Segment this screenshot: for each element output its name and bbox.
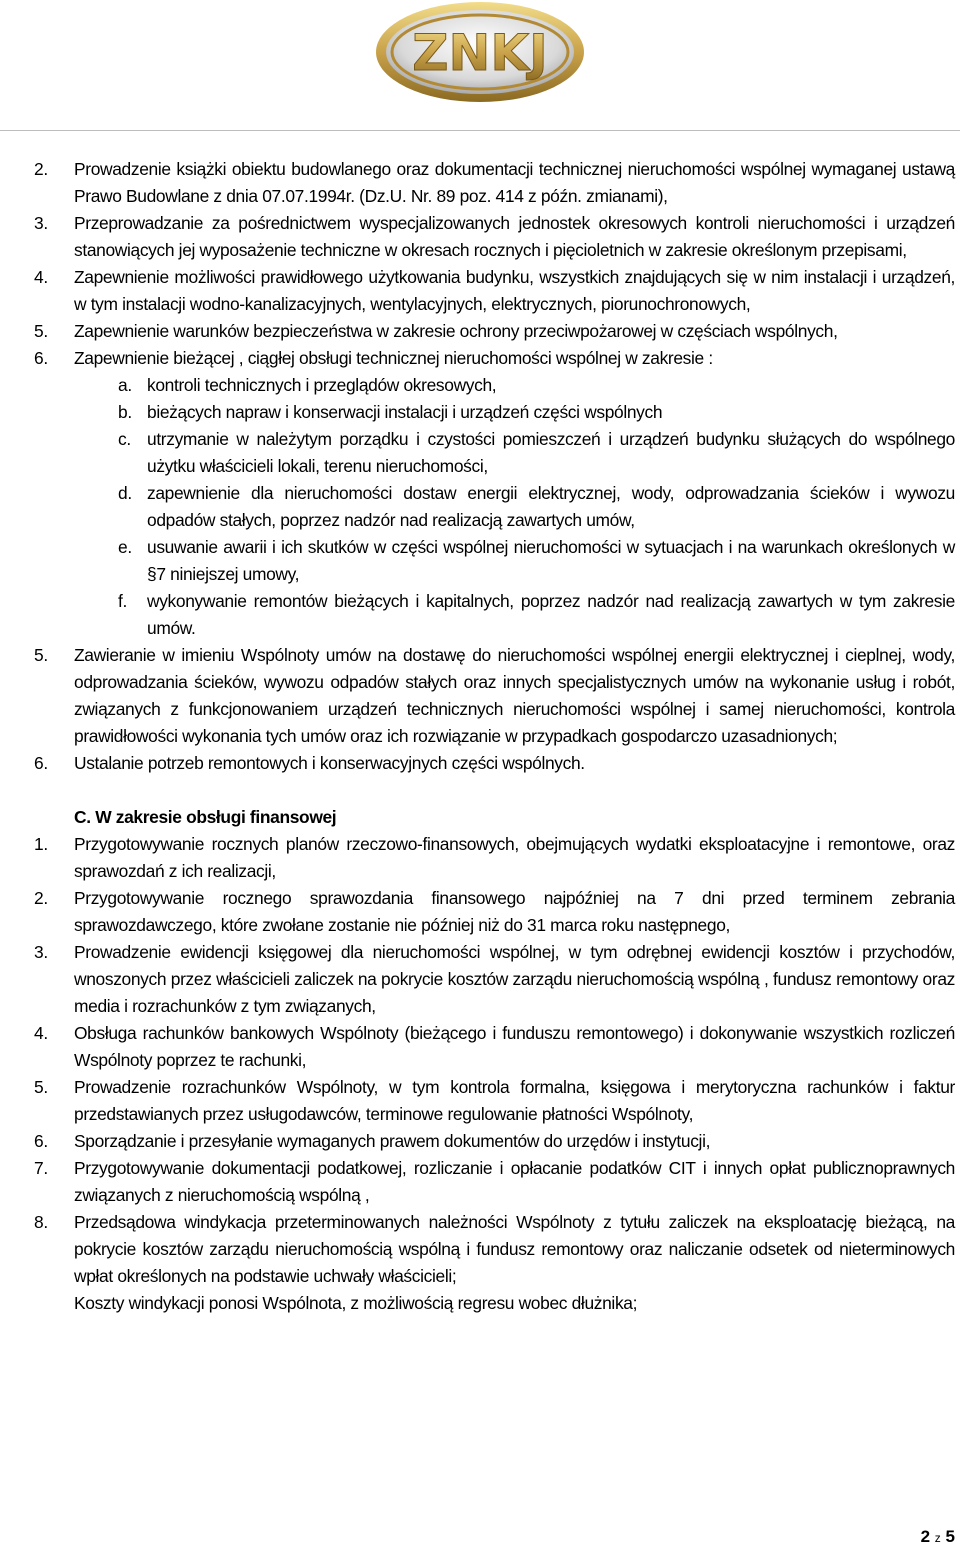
list-item: 6. Zapewnienie bieżącej , ciągłej obsługi technicznej nieruchomości wspólnej w zakresie : xyxy=(34,348,713,368)
section-title: W zakresie obsługi finansowej xyxy=(95,807,337,827)
sub-list-item: c. utrzymanie w należytym porządku i czystości pomieszczeń i urządzeń budynku służących do wspólnego użytku właścicieli lokali, terenu nieruchomości, xyxy=(118,429,955,476)
list-item: 2. Przygotowywanie rocznego sprawozdania finansowego najpóźniej na 7 dni przed terminem zebrania sprawozdawczego, które zwołane zostanie nie później niż do 31 marca roku następnego, xyxy=(34,888,955,935)
section-c-list xyxy=(34,831,955,1290)
list-item: 6. Ustalanie potrzeb remontowych i konserwacyjnych części wspólnych. xyxy=(34,753,585,773)
logo-text: ZNKJ xyxy=(412,24,548,82)
list-item: 5. Prowadzenie rozrachunków Wspólnoty, w tym kontrola formalna, księgowa i merytoryczna rachunków i faktur przedstawianych przez usługodawców, terminowe regulowanie płatności Wspólnoty, xyxy=(34,1077,955,1124)
list-item: 2. Prowadzenie książki obiektu budowlanego oraz dokumentacji technicznej nieruchomości wspólnej wymaganej ustawą Prawo Budowlane z dnia 07.07.1994r. (Dz.U. Nr. 89 poz. 414 z późn. zmianami), xyxy=(34,159,955,206)
list-item: 5. Zapewnienie warunków bezpieczeństwa w zakresie ochrony przeciwpożarowej w częściach wspólnych, xyxy=(34,321,838,341)
list-item: 8. Przedsądowa windykacja przeterminowanych należności Wspólnoty z tytułu zaliczek na eksploatację bieżącą, na pokrycie kosztów zarządu nieruchomością wspólną i fundusz remontowy oraz naliczanie odsetek od nieterminowych wpłat określonych na podstawie uchwały właścicieli; xyxy=(34,1212,955,1286)
sub-list-item: f. wykonywanie remontów bieżących i kapitalnych, poprzez nadzór nad realizacją zawartych w tym zakresie umów. xyxy=(118,591,955,638)
section-c-heading xyxy=(34,804,955,831)
page-number: 2 z 5 xyxy=(920,1527,955,1546)
list-item: 4. Zapewnienie możliwości prawidłowego użytkowania budynku, wszystkich znajdujących się w nim instalacji i urządzeń, w tym instalacji wodno-kanalizacyjnych, wentylacyjnych, elektrycznych, piorunochronowych, xyxy=(34,267,955,314)
closing-note: Koszty windykacji ponosi Wspólnota, z możliwością regresu wobec dłużnika; xyxy=(74,1293,638,1313)
list-item: 7. Przygotowywanie dokumentacji podatkowej, rozliczanie i opłacanie podatków CIT i innych opłat publicznoprawnych związanych z nieruchomością wspólną , xyxy=(34,1158,955,1205)
header-divider xyxy=(0,130,960,131)
list-item: 6. Sporządzanie i przesyłanie wymaganych prawem dokumentów do urzędów i instytucji, xyxy=(34,1131,711,1151)
sub-list xyxy=(34,372,955,642)
list-item: 3. Przeprowadzanie za pośrednictwem wyspecjalizowanych jednostek okresowych kontroli nieruchomości i urządzeń stanowiących jej wyposażenie techniczne w okresach rocznych i pięcioletnich w zakresie określonym przepisami, xyxy=(34,213,955,260)
document-body xyxy=(34,156,955,1317)
sub-list-item: b. bieżących napraw i konserwacji instalacji i urządzeń części wspólnych xyxy=(118,402,663,422)
list-item: 1. Przygotowywanie rocznych planów rzeczowo-finansowych, obejmujących wydatki eksploatacyjne i remontowe, oraz sprawozdań z ich realizacji, xyxy=(34,834,955,881)
company-logo xyxy=(373,0,587,106)
section-b-list xyxy=(34,156,955,372)
list-item: 3. Prowadzenie ewidencji księgowej dla nieruchomości wspólnej, w tym odrębnej ewidencji kosztów i przychodów, wnoszonych przez właścicieli zaliczek na pokrycie kosztów zarządu nieruchomością wspólną , fundusz remontowy oraz media i rozrachunków z tym związanych, xyxy=(34,942,955,1016)
section-b-tail-list xyxy=(34,642,955,777)
sub-list-item: d. zapewnienie dla nieruchomości dostaw energii elektrycznej, wody, odprowadzania ścieków i wywozu odpadów stałych, poprzez nadzór nad realizacją zawartych umów, xyxy=(118,483,955,530)
sub-list-item: e. usuwanie awarii i ich skutków w części wspólnej nieruchomości w sytuacjach i na warunkach określonych w §7 niniejszej umowy, xyxy=(118,537,955,584)
sub-list-item: a. kontroli technicznych i przeglądów okresowych, xyxy=(118,375,497,395)
section-letter: C. xyxy=(74,807,91,827)
list-item: 4. Obsługa rachunków bankowych Wspólnoty (bieżącego i funduszu remontowego) i dokonywanie wszystkich rozliczeń Wspólnoty poprzez te rachunki, xyxy=(34,1023,955,1070)
list-item: 5. Zawieranie w imieniu Wspólnoty umów na dostawę do nieruchomości wspólnej energii elektrycznej i cieplnej, wody, odprowadzania ścieków, wywozu odpadów stałych oraz innych specjalistycznych umów na wykonanie usług i robót, związanych z funkcjonowaniem urządzeń technicznych nieruchomości wspólnej i samej nieruchomości, kontrola prawidłowości wykonania tych umów oraz ich rozwiązanie w przypadkach gospodarczo uzasadnionych; xyxy=(34,645,955,746)
